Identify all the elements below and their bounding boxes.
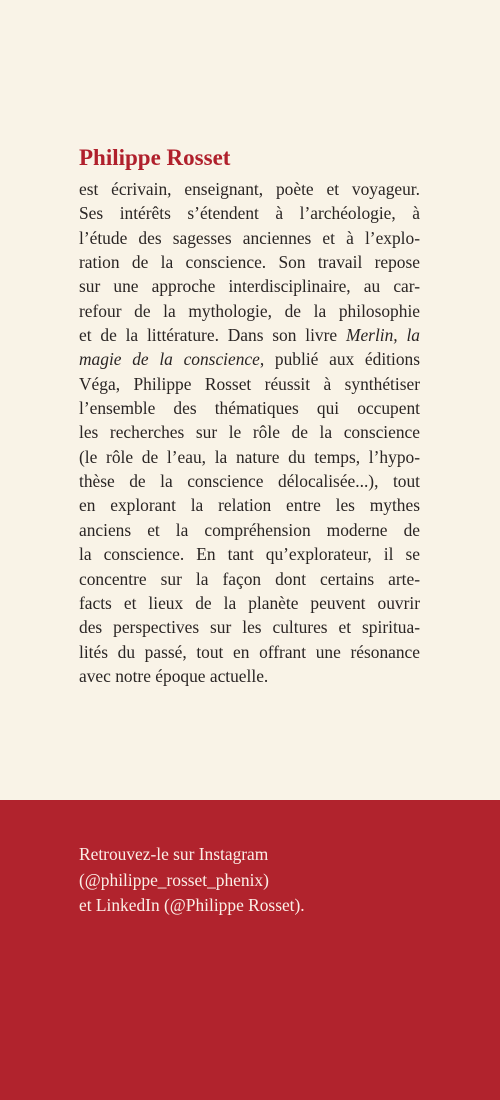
instagram-label: Instagram	[198, 844, 269, 864]
contact-line	[79, 842, 305, 868]
bio-line: lités du passé, tout en offrant une résonance	[79, 641, 420, 662]
bio-line: concentre sur la façon dont certains arte-	[79, 568, 420, 589]
contact-text: et	[79, 895, 96, 915]
bio-line: la conscience. En tant qu’explorateur, il se	[79, 544, 420, 565]
bio-line: est écrivain, enseignant, poète et voyageur.	[79, 179, 420, 199]
book-title: Merlin, la	[345, 325, 420, 346]
bio-line: avec notre époque actuelle.	[79, 665, 269, 686]
book-title: magie de la conscience	[79, 349, 260, 370]
contact-line	[79, 893, 305, 919]
bio-line: anciens et la compréhension moderne de	[79, 519, 420, 540]
bio-line: ration de la conscience. Son travail repose	[79, 252, 420, 273]
bio-line	[79, 347, 420, 371]
instagram-handle: (@philippe_rosset_phenix)	[79, 869, 269, 890]
contact-text: Retrouvez-le sur	[79, 844, 199, 864]
bio-line: thèse de la conscience délocalisée...), tout	[79, 471, 420, 492]
bio-line: sur une approche interdisciplinaire, au car-	[79, 276, 420, 297]
bio-line	[79, 323, 420, 347]
contact-info	[79, 842, 305, 919]
contact-section	[0, 800, 500, 1100]
author-bio	[79, 177, 420, 688]
bio-line: l’étude des sagesses anciennes et à l’explo-	[79, 227, 420, 248]
bio-line: facts et lieux de la planète peuvent ouvrir	[79, 592, 420, 613]
bio-line: l’ensemble des thématiques qui occupent	[79, 398, 420, 419]
bio-text: , publié aux éditions	[259, 349, 420, 370]
bio-line: (le rôle de l’eau, la nature du temps, l’hypo-	[79, 446, 420, 467]
bio-line: en explorant la relation entre les mythes	[79, 495, 420, 516]
linkedin-handle: (@Philippe Rosset).	[159, 895, 305, 915]
bio-line: Ses intérêts s’étendent à l’archéologie, à	[79, 203, 420, 224]
bio-text: et de la littérature. Dans son livre	[79, 325, 338, 346]
bio-line: Véga, Philippe Rosset réussit à synthétiser	[79, 373, 420, 394]
author-name: Philippe Rosset	[79, 145, 231, 170]
linkedin-label: LinkedIn	[95, 895, 160, 915]
bio-line: des perspectives sur les cultures et spiritua-	[79, 617, 420, 638]
bio-line: refour de la mythologie, de la philosophie	[79, 300, 420, 321]
bio-line: les recherches sur le rôle de la conscience	[79, 422, 420, 443]
